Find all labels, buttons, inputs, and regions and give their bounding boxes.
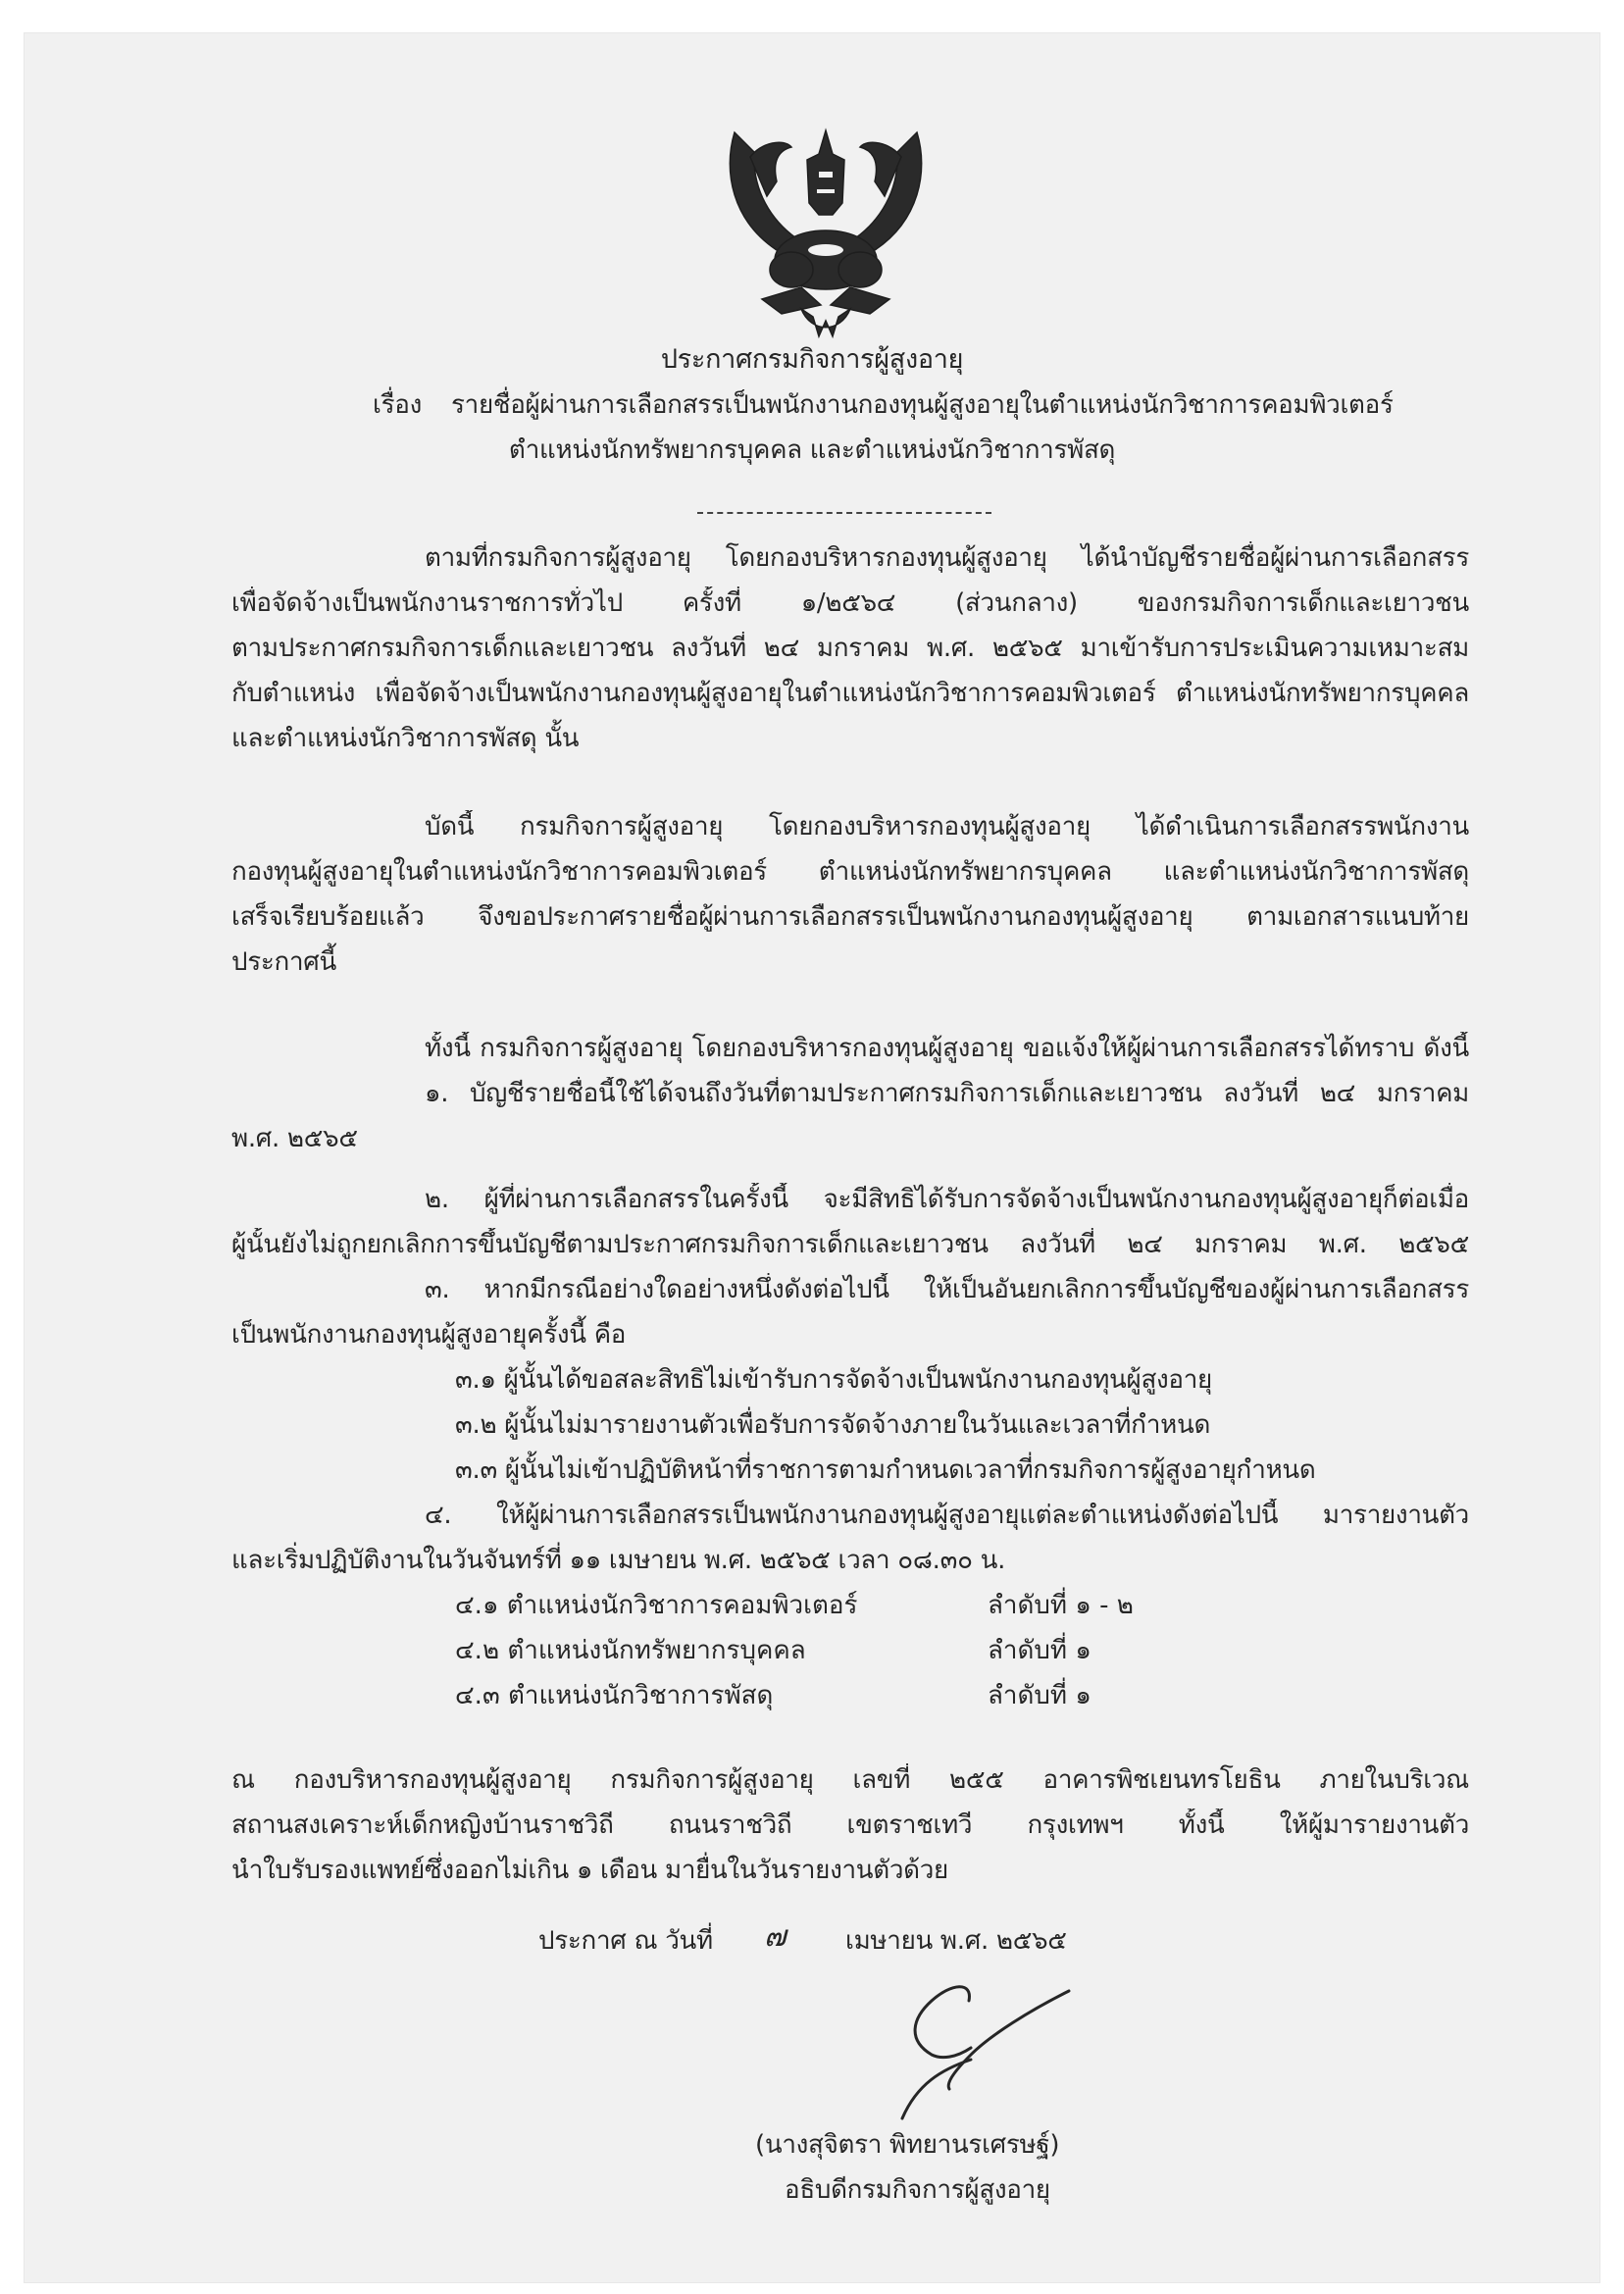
paragraph2-line-3: เสร็จเรียบร้อยแล้ว จึงขอประกาศรายชื่อผู้ผ่านการเลือกสรรเป็นพนักงานกองทุนผู้สูงอายุ ตามเอกสารแนบท้าย bbox=[231, 902, 1469, 932]
paragraph2-line-2: กองทุนผู้สูงอายุในตำแหน่งนักวิชาการคอมพิวเตอร์ ตำแหน่งนักทรัพยากรบุคคล และตำแหน่งนักวิชาการพัสดุ bbox=[231, 857, 1469, 887]
location-line-1: ณ กองบริหารกองทุนผู้สูงอายุ กรมกิจการผู้สูงอายุ เลขที่ ๒๕๕ อาคารพิชเยนทรโยธิน ภายในบริเวณ bbox=[231, 1765, 1469, 1795]
position-2-name: ๔.๒ ตำแหน่งนักทรัพยากรบุคคล bbox=[455, 1636, 806, 1665]
item3-sub-3: ๓.๓ ผู้นั้นไม่เข้าปฏิบัติหน้าที่ราชการตามกำหนดเวลาที่กรมกิจการผู้สูงอายุกำหนด bbox=[455, 1455, 1316, 1485]
handwritten-day: ๗ bbox=[764, 1919, 787, 1954]
subject-line-2: ตำแหน่งนักทรัพยากรบุคคล และตำแหน่งนักวิชาการพัสดุ bbox=[508, 435, 1116, 465]
heading-separator bbox=[697, 512, 991, 514]
garuda-emblem-icon bbox=[723, 113, 929, 338]
item1-line-1: ๑. บัญชีรายชื่อนี้ใช้ได้จนถึงวันที่ตามประกาศกรมกิจการเด็กและเยาวชน ลงวันที่ ๒๔ มกราคม bbox=[425, 1079, 1469, 1108]
position-1-name: ๔.๑ ตำแหน่งนักวิชาการคอมพิวเตอร์ bbox=[455, 1591, 858, 1620]
item3-sub-1: ๓.๑ ผู้นั้นได้ขอสละสิทธิไม่เข้ารับการจัดจ้างเป็นพนักงานกองทุนผู้สูงอายุ bbox=[455, 1365, 1212, 1395]
position-3-rank: ลำดับที่ ๑ bbox=[988, 1681, 1091, 1710]
item3-line-2: เป็นพนักงานกองทุนผู้สูงอายุครั้งนี้ คือ bbox=[231, 1320, 627, 1350]
location-line-2: สถานสงเคราะห์เด็กหญิงบ้านราชวิถี ถนนราชวิถี เขตราชเทวี กรุงเทพฯ ทั้งนี้ ให้ผู้มารายงานตัว bbox=[231, 1810, 1469, 1840]
signature-icon bbox=[863, 1962, 1108, 2128]
paragraph2-line-1: บัดนี้ กรมกิจการผู้สูงอายุ โดยกองบริหารกองทุนผู้สูงอายุ ได้ดำเนินการเลือกสรรพนักงาน bbox=[425, 812, 1469, 841]
paragraph1-line-5: และตำแหน่งนักวิชาการพัสดุ นั้น bbox=[231, 724, 580, 753]
signer-name: (นางสุจิตรา พิทยานรเศรษฐ์) bbox=[755, 2130, 1060, 2160]
position-1-rank: ลำดับที่ ๑ - ๒ bbox=[988, 1591, 1134, 1620]
paragraph1-line-4: กับตำแหน่ง เพื่อจัดจ้างเป็นพนักงานกองทุนผู้สูงอายุในตำแหน่งนักวิชาการคอมพิวเตอร์ ตำแหน่งนักทรัพยากรบุคคล bbox=[231, 679, 1469, 708]
item3-sub-2: ๓.๒ ผู้นั้นไม่มารายงานตัวเพื่อรับการจัดจ้างภายในวันและเวลาที่กำหนด bbox=[455, 1410, 1211, 1440]
item1-line-2: พ.ศ. ๒๕๖๕ bbox=[231, 1124, 358, 1153]
paragraph3-intro: ทั้งนี้ กรมกิจการผู้สูงอายุ โดยกองบริหารกองทุนผู้สูงอายุ ขอแจ้งให้ผู้ผ่านการเลือกสรรได้ทราบ ดังนี้ bbox=[425, 1034, 1469, 1063]
signer-title: อธิบดีกรมกิจการผู้สูงอายุ bbox=[785, 2175, 1050, 2205]
subject-line-1: รายชื่อผู้ผ่านการเลือกสรรเป็นพนักงานกองทุนผู้สูงอายุในตำแหน่งนักวิชาการคอมพิวเตอร์ bbox=[451, 390, 1394, 420]
item4-line-2: และเริ่มปฏิบัติงานในวันจันทร์ที่ ๑๑ เมษายน พ.ศ. ๒๕๖๕ เวลา ๐๘.๓๐ น. bbox=[231, 1546, 1006, 1575]
document-heading: ประกาศกรมกิจการผู้สูงอายุ bbox=[660, 344, 964, 375]
paragraph1-line-3: ตามประกาศกรมกิจการเด็กและเยาวชน ลงวันที่ ๒๔ มกราคม พ.ศ. ๒๕๖๕ มาเข้ารับการประเมินความเหมาะสม bbox=[231, 634, 1469, 663]
item2-line-2: ผู้นั้นยังไม่ถูกยกเลิกการขึ้นบัญชีตามประกาศกรมกิจการเด็กและเยาวชน ลงวันที่ ๒๔ มกราคม พ.ศ. ๒๕๖๕ bbox=[231, 1230, 1469, 1259]
announced-date-prefix: ประกาศ ณ วันที่ bbox=[538, 1926, 713, 1956]
announced-date-suffix: เมษายน พ.ศ. ๒๕๖๕ bbox=[845, 1926, 1067, 1956]
position-2-rank: ลำดับที่ ๑ bbox=[988, 1636, 1091, 1665]
location-line-3: นำใบรับรองแพทย์ซึ่งออกไม่เกิน ๑ เดือน มายื่นในวันรายงานตัวด้วย bbox=[231, 1856, 948, 1885]
subject-label: เรื่อง bbox=[373, 390, 422, 420]
position-3-name: ๔.๓ ตำแหน่งนักวิชาการพัสดุ bbox=[455, 1681, 774, 1710]
item3-line-1: ๓. หากมีกรณีอย่างใดอย่างหนึ่งดังต่อไปนี้ ให้เป็นอันยกเลิกการขึ้นบัญชีของผู้ผ่านการเลือกสรร bbox=[425, 1275, 1469, 1304]
paragraph1-line-2: เพื่อจัดจ้างเป็นพนักงานราชการทั่วไป ครั้งที่ ๑/๒๕๖๔ (ส่วนกลาง) ของกรมกิจการเด็กและเยาวชน bbox=[231, 588, 1469, 618]
item4-line-1: ๔. ให้ผู้ผ่านการเลือกสรรเป็นพนักงานกองทุนผู้สูงอายุแต่ละตำแหน่งดังต่อไปนี้ มารายงานตัว bbox=[425, 1501, 1469, 1530]
paragraph1-line-1: ตามที่กรมกิจการผู้สูงอายุ โดยกองบริหารกองทุนผู้สูงอายุ ได้นำบัญชีรายชื่อผู้ผ่านการเลือกสรร bbox=[425, 543, 1469, 573]
item2-line-1: ๒. ผู้ที่ผ่านการเลือกสรรในครั้งนี้ จะมีสิทธิได้รับการจัดจ้างเป็นพนักงานกองทุนผู้สูงอายุก็ต่อเมื่อ bbox=[425, 1185, 1469, 1214]
paragraph2-line-4: ประกาศนี้ bbox=[231, 947, 336, 977]
